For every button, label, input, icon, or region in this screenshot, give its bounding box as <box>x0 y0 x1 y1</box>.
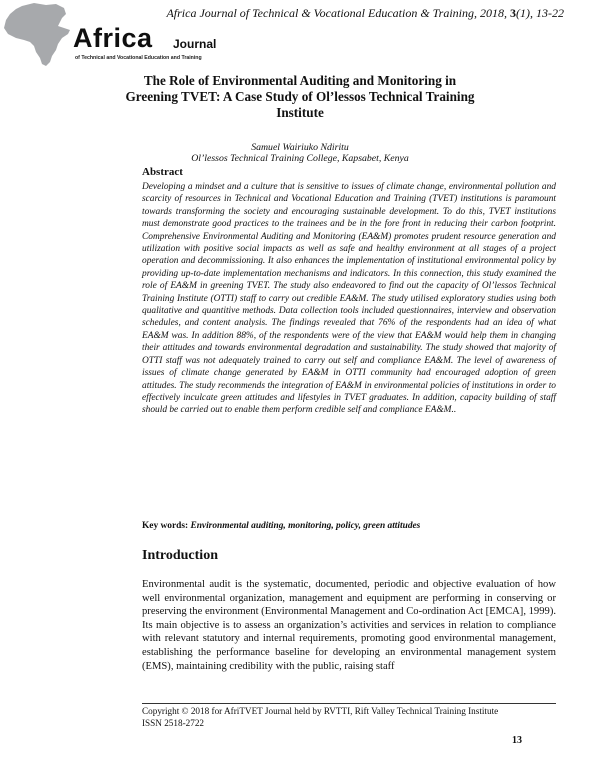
journal-volume: 3 <box>510 6 516 20</box>
logo-africa-text: Africa <box>73 23 153 53</box>
journal-issue-pages: (1), 13-22 <box>516 6 564 20</box>
author-name: Samuel Wairiuko Ndiritu <box>251 142 349 153</box>
page-number: 13 <box>512 735 522 746</box>
abstract-heading: Abstract <box>142 166 183 178</box>
keywords <box>142 521 420 531</box>
introduction-text: Environmental audit is the systematic, documented, periodic and objective evaluation of how well environmental organization, management and equipment are performing in conserving or preserving the environment (Environmental Management and Co-ordination Act [EMCA], 1999). Its main objective is to assess an organization’s activities and services in relation to compliance with relevant statutory and internal requirements, promoting good environmental management, establishing the performance baseline for developing an environmental management system (EMS), maintaining credibility with the public, raising staff <box>142 579 556 672</box>
author-affiliation: Ol’lessos Technical Training College, Kapsabet, Kenya <box>191 153 409 164</box>
footer-divider <box>142 703 556 704</box>
keywords-label: Key words: <box>142 521 189 531</box>
keywords-list: Environmental auditing, monitoring, policy, green attitudes <box>190 521 421 531</box>
introduction-heading: Introduction <box>142 548 218 563</box>
copyright-notice: Copyright © 2018 for AfriTVET Journal held by RVTTI, Rift Valley Technical Training Institute <box>142 706 499 716</box>
abstract-text: Developing a mindset and a culture that is sensitive to issues of climate change, environmental pollution and scarcity of resources in Technical and Vocational Education and Training (TVET) institutions is paramount towards transforming the society and encouraging sustainable development. To do this, TVET institutions must demonstrate good practices to the trainees and be in the fore front in reducing their carbon footprint. Comprehensive Environmental Auditing and Monitoring (EA&M) promotes prudent resource generation and utilization with positive social impacts as well as safe and healthy environment at all stages of a project operation and decommissioning. It also enhances the implementation of institutional environmental policy by providing up-to-date implementation mechanisms and indicators. In this connection, this study examined the role of EA&M in greening TVET. The study also endeavored to find out the capacity of Ol’lessos Technical Training Institute (OTTI) staff to carry out credible EA&M. The study utilised exploratory studies using both qualitative and quantitive methods. Data collection tools included questionnaires, interview and observation schedules, and content analysis. The findings revealed that 76% of the respondents had an idea of what EA&M was. In addition 88%, of the respondents were of the view that EA&M would help them in changing their attitudes and towards environmental degradation and sustainability. The study showed that majority of OTTI staff was not adequately trained to carry out self and compliance EA&M. The level of awareness of issues of climate change generated by EA&M in OTTI community had encouraged adoption of green attitudes. The study recommends the integration of EA&M in environmental policies of institutions in order to effectively inculcate green attitudes and lifestyles in TVET graduates. In addition, capacity building of staff should be carried out to enable them perform credible self and compliance EA&M.. <box>142 182 556 416</box>
logo-journal-text: Journal <box>173 37 217 51</box>
article-title: The Role of Environmental Auditing and Monitoring in Greening TVET: A Case Study of Ol’lessos Technical Training Institute <box>125 73 475 120</box>
logo-subtitle: of Technical and Vocational Education and Training <box>75 55 202 61</box>
issn: ISSN 2518-2722 <box>142 718 205 728</box>
journal-citation-text: Africa Journal of Technical & Vocational Education & Training, 2018, <box>166 6 510 20</box>
